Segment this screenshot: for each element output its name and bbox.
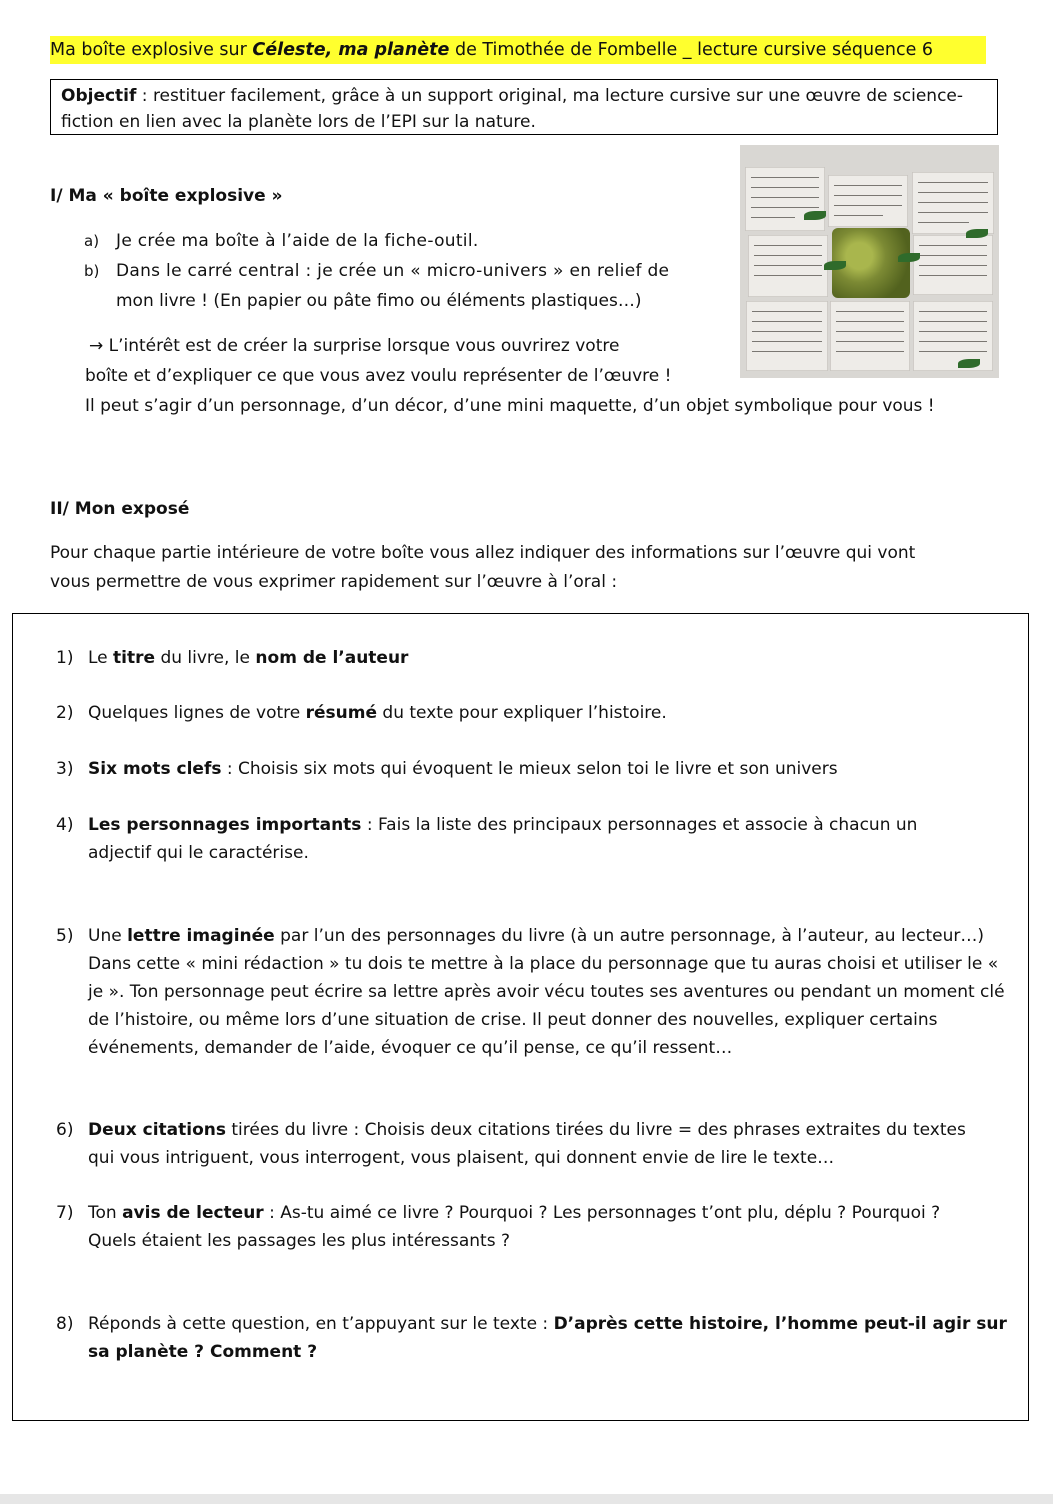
item-text-run: Ton [88,1203,123,1223]
item-number: 4) [56,815,74,835]
note-line1: → L’intérêt est de créer la surprise lorsque vous ouvrirez votre [89,336,620,356]
item-text-run: du texte pour expliquer l’histoire. [377,703,667,723]
list-item [56,644,986,672]
note-line3: Il peut s’agir d’un personnage, d’un décor, d’une mini maquette, d’un objet symbolique pour vous ! [85,396,935,416]
step-b [84,257,670,285]
item-text-run: Quelques lignes de votre [88,703,306,723]
box-photo [740,145,999,378]
list-item [56,1199,976,1255]
photo-panel [913,235,993,295]
step-b-line1: Dans le carré central : je crée un « micro-univers » en relief de [116,261,670,281]
item-text [88,1310,1014,1366]
list-item [56,755,986,783]
item-number: 8) [56,1314,74,1334]
item-keyword: D’après cette histoire, l’homme peut-il agir sur sa planète ? Comment ? [88,1314,1007,1362]
leaf-icon [958,359,980,368]
title-suffix: de Timothée de Fombelle _ lecture cursive séquence 6 [449,40,934,60]
list-item [56,922,1006,1062]
item-number: 5) [56,926,74,946]
item-text-run: Réponds à cette question, en t’appuyant sur le texte : [88,1314,554,1334]
item-text-run: par l’un des personnages du livre (à un autre personnage, à l’auteur, au lecteur…) Dans cette « mini rédaction » tu dois te mettre à la place du personnage que tu auras choisi et utiliser le « je ». Ton personnage peut écrire sa lettre après avoir vécu toutes ses aventures ou pendant un moment clé de l’histoire, ou même lors d’une situation de crise. Il peut donner des nouvelles, expliquer certains événements, demander de l’aide, évoquer ce qu’il pense, ce qu’il ressent… [88,926,1005,1058]
leaf-icon [898,253,920,262]
section1-heading: I/ Ma « boîte explosive » [50,186,283,206]
item-keyword: Les personnages importants [88,815,362,835]
item-text-run: : Fais la liste des principaux personnages et associe à chacun un adjectif qui le caractérise. [88,815,918,863]
step-b-line2: mon livre ! (En papier ou pâte fimo ou éléments plastiques…) [116,291,642,311]
item-text-run: : As-tu aimé ce livre ? Pourquoi ? Les personnages t’ont plu, déplu ? Pourquoi ? Quels étaient les passages les plus intéressants ? [88,1203,941,1251]
step-a-marker: a) [84,232,100,250]
list-item [56,1116,986,1172]
title-prefix: Ma boîte explosive sur [50,40,253,60]
objective-label: Objectif [61,86,137,106]
objective-box [50,79,998,135]
item-number: 1) [56,648,74,668]
photo-panel [828,175,908,227]
leaf-icon [824,261,846,270]
photo-panel [745,167,825,231]
item-number: 7) [56,1203,74,1223]
item-text-run: Le [88,648,114,668]
item-text [88,644,986,672]
item-text [88,755,986,783]
document-title [50,36,986,64]
list-item [56,699,986,727]
item-text [88,922,1006,1062]
book-title: Céleste, ma planète [252,40,450,60]
section2-intro-line1: Pour chaque partie intérieure de votre boîte vous allez indiquer des informations sur l’œuvre qui vont [50,543,916,563]
section2-heading: II/ Mon exposé [50,499,190,519]
item-text [88,699,986,727]
leaf-icon [804,211,826,220]
step-a-text: Je crée ma boîte à l’aide de la fiche-outil. [116,231,479,251]
item-text-run: du livre, le [155,648,256,668]
item-keyword: Six mots clefs [88,759,222,779]
item-keyword: résumé [305,703,378,723]
photo-panel [748,235,828,297]
item-keyword: lettre imaginée [127,926,275,946]
objective-text: : restituer facilement, grâce à un support original, ma lecture cursive sur une œuvre de science-fiction en lien avec la planète lors de l’EPI sur la nature. [61,86,964,132]
item-text-run: Une [88,926,128,946]
item-text [88,811,961,867]
item-text-run: tirées du livre : Choisis deux citations tirées du livre = des phrases extraites du textes qui vous intriguent, vous interrogent, vous plaisent, qui donnent envie de lire le texte… [88,1120,966,1168]
item-number: 3) [56,759,74,779]
photo-panel [746,301,828,371]
item-number: 2) [56,703,74,723]
photo-panel [912,172,994,234]
item-keyword: avis de lecteur [122,1203,264,1223]
item-number: 6) [56,1120,74,1140]
list-item [56,811,961,867]
photo-panel [830,301,910,371]
item-text-run: : Choisis six mots qui évoquent le mieux selon toi le livre et son univers [221,759,838,779]
step-a [84,227,479,255]
page-bottom-edge [0,1494,1053,1504]
item-text [88,1116,986,1172]
leaf-icon [966,229,988,238]
item-keyword: Deux citations [88,1120,226,1140]
section2-intro-line2: vous permettre de vous exprimer rapidement sur l’œuvre à l’oral : [50,572,618,592]
item-keyword: nom de l’auteur [255,648,409,668]
note-line2: boîte et d’expliquer ce que vous avez voulu représenter de l’œuvre ! [85,366,672,386]
list-item [56,1310,1014,1366]
item-keyword: titre [113,648,156,668]
item-text [88,1199,976,1255]
photo-panel [913,301,993,371]
step-b-marker: b) [84,262,100,280]
